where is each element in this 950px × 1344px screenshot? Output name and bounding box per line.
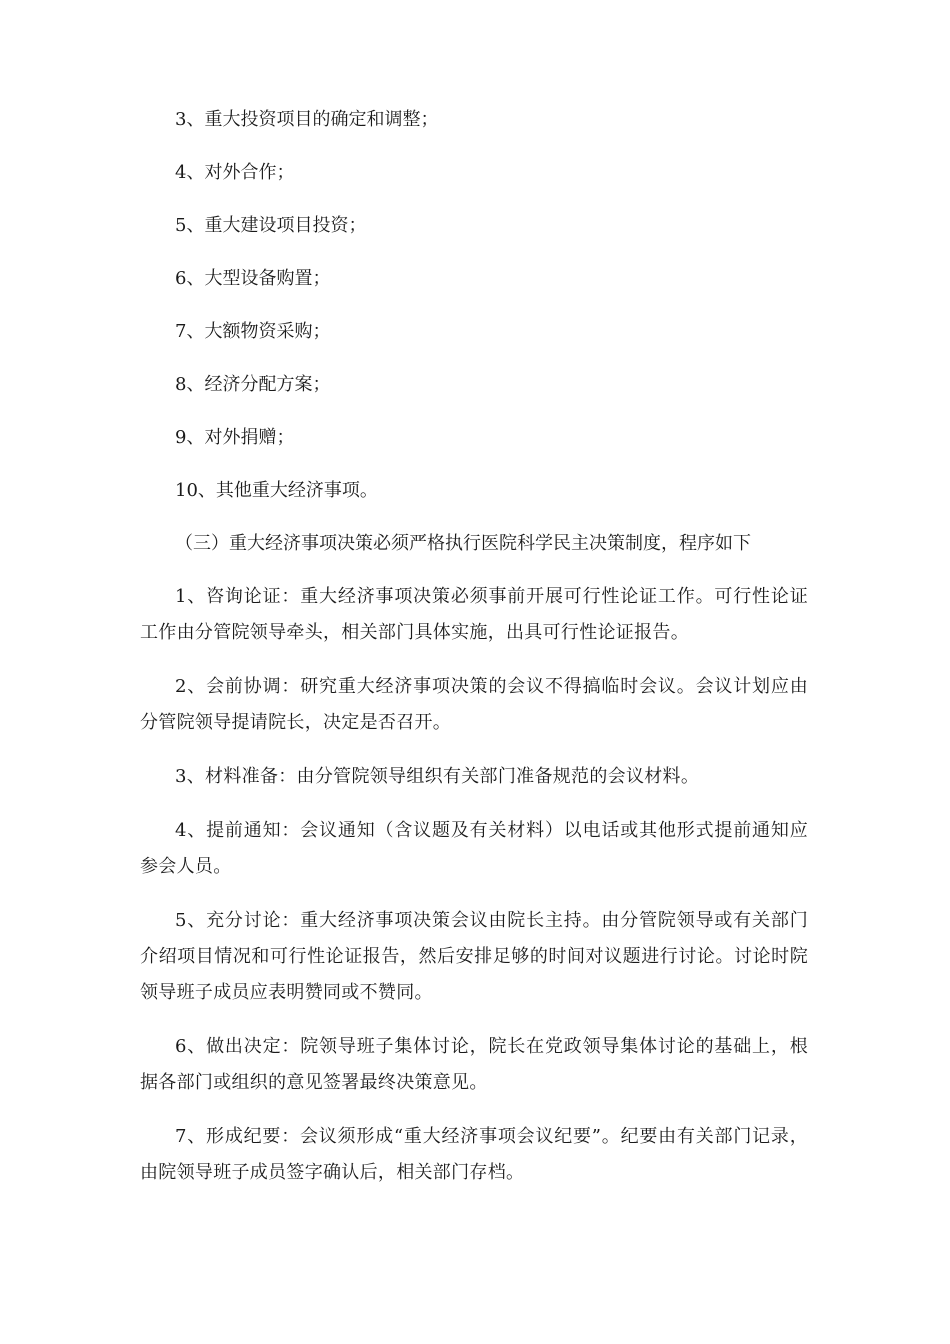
- section-heading: （三）重大经济事项决策必须严格执行医院科学民主决策制度，程序如下: [175, 533, 751, 554]
- procedure-discussion: 5、充分讨论：重大经济事项决策会议由院长主持。由分管院领导或有关部门介绍项目情况和可行性论证报告，然后安排足够的时间对议题进行讨论。讨论时院领导班子成员应表明赞同或不赞同。: [140, 910, 808, 1003]
- list-item-5: 5、重大建设项目投资；: [175, 215, 367, 236]
- list-item-9: 9、对外捐赠；: [175, 427, 295, 448]
- procedure-notification: 4、提前通知：会议通知（含议题及有关材料）以电话或其他形式提前通知应参会人员。: [140, 820, 808, 877]
- procedure-coordination: 2、会前协调：研究重大经济事项决策的会议不得搞临时会议。会议计划应由分管院领导提请院长，决定是否召开。: [140, 676, 808, 733]
- list-item-6: 6、大型设备购置；: [175, 268, 331, 289]
- list-item-3: 3、重大投资项目的确定和调整；: [175, 109, 439, 130]
- list-item-8: 8、经济分配方案；: [175, 374, 331, 395]
- procedure-materials: 3、材料准备：由分管院领导组织有关部门准备规范的会议材料。: [175, 766, 700, 787]
- list-item-10: 10、其他重大经济事项。: [175, 480, 378, 501]
- procedure-minutes: 7、形成纪要：会议须形成“重大经济事项会议纪要”。纪要由有关部门记录，由院领导班子成员签字确认后，相关部门存档。: [140, 1126, 808, 1183]
- list-item-7: 7、大额物资采购；: [175, 321, 331, 342]
- procedure-consultation: 1、咨询论证：重大经济事项决策必须事前开展可行性论证工作。可行性论证工作由分管院领导牵头，相关部门具体实施，出具可行性论证报告。: [140, 586, 808, 643]
- procedure-decision: 6、做出决定：院领导班子集体讨论，院长在党政领导集体讨论的基础上，根据各部门或组织的意见签署最终决策意见。: [140, 1036, 808, 1093]
- list-item-4: 4、对外合作；: [175, 162, 295, 183]
